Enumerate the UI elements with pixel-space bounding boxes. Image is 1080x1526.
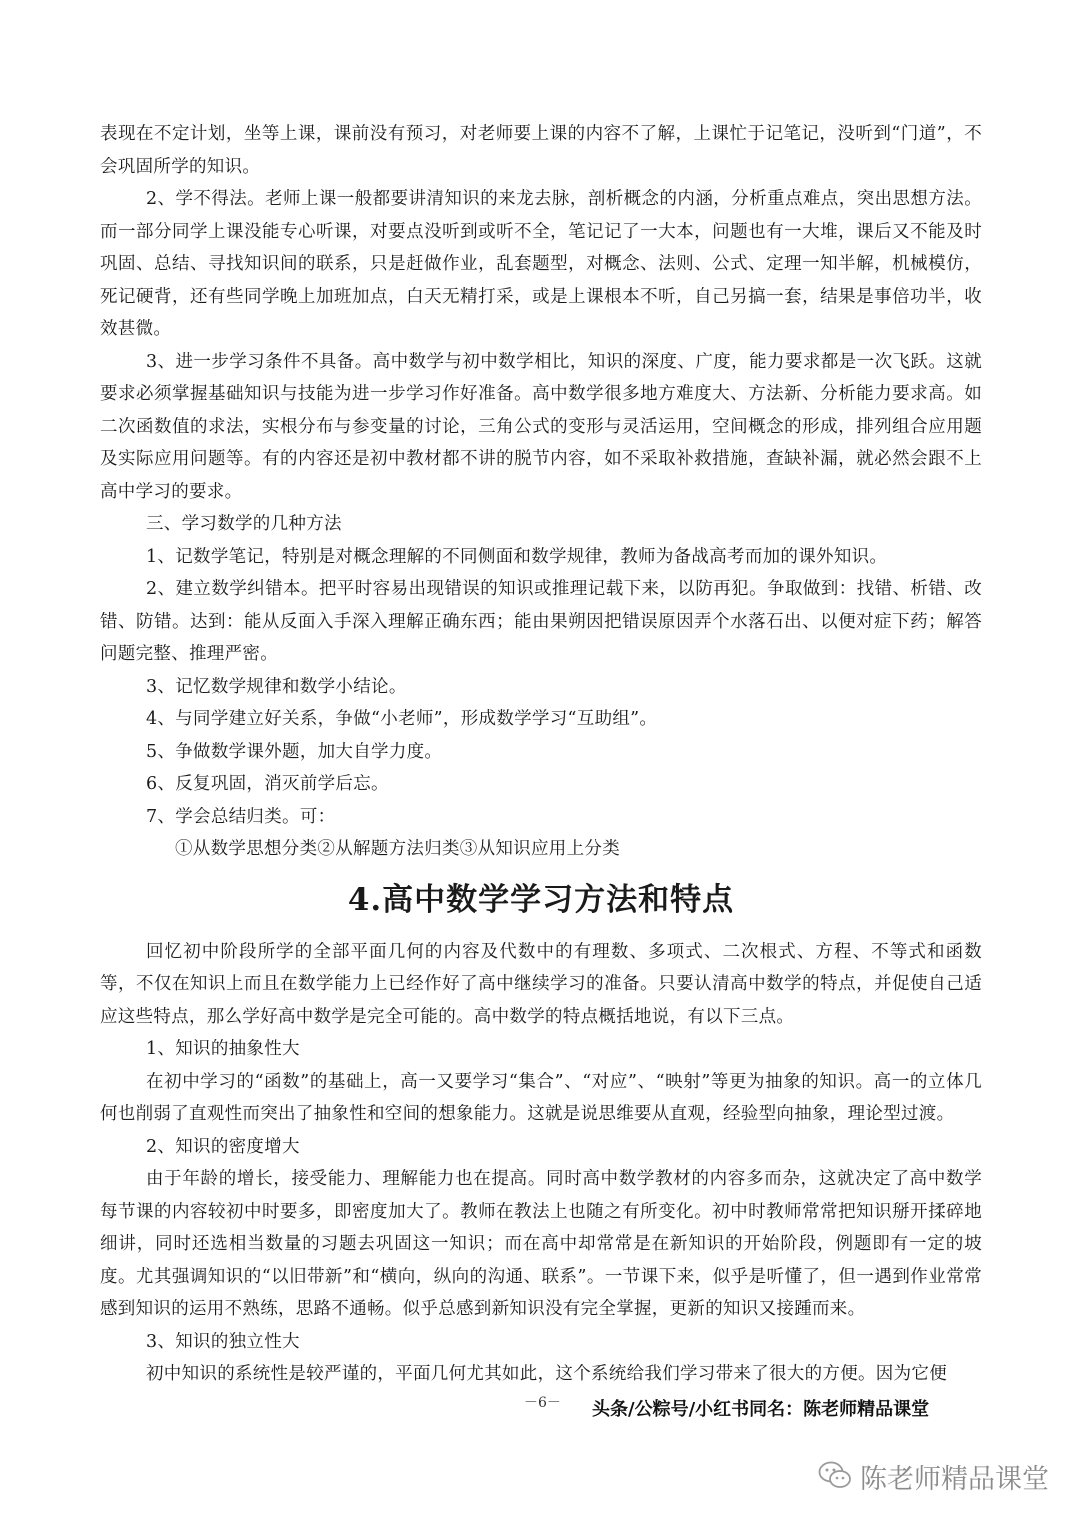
watermark [818,1457,1049,1496]
list-item: 3、知识的独立性大 [146,1331,300,1352]
footer-text: 头条/公粽号/小红书同名：陈老师精品课堂 [592,1399,930,1420]
paragraph: 回忆初中阶段所学的全部平面几何的内容及代数中的有理数、多项式、二次根式、方程、不等式和函数等，不仅在知识上而且在数学能力上已经作好了高中继续学习的准备。只要认清高中数学的特点，并促使自己适应这些特点，那么学好高中数学是完全可能的。高中数学的特点概括地说，有以下三点。 [100,941,982,1027]
page-number: －6－ [524,1395,561,1411]
list-item: 6、反复巩固，消灭前学后忘。 [146,774,389,794]
section-heading: 4.高中数学学习方法和特点 [347,881,735,918]
paragraph: 2、学不得法。老师上课一般都要讲清知识的来龙去脉，剖析概念的内涵，分析重点难点，突出思想方法。而一部分同学上课没能专心听课，对要点没听到或听不全，笔记记了一大本，问题也有一大堆，课后又不能及时巩固、总结、寻找知识间的联系，只是赶做作业，乱套题型，对概念、法则、公式、定理一知半解，机械模仿，死记硬背，还有些同学晚上加班加点，白天无精打采，或是上课根本不听，自己另搞一套，结果是事倍功半，收效甚微。 [100,189,982,339]
sub-list: ①从数学思想分类②从解题方法归类③从知识应用上分类 [175,839,620,859]
list-item: 1、知识的抽象性大 [146,1039,300,1059]
section-subheading: 三、学习数学的几种方法 [146,514,342,534]
document-body [100,118,982,1391]
list-item: 2、建立数学纠错本。把平时容易出现错误的知识或推理记载下来，以防再犯。争取做到：找错、析错、改错、防错。达到：能从反面入手深入理解正确东西；能由果朔因把错误原因弄个水落石出、以便对症下药；解答问题完整、推理严密。 [100,579,982,664]
list-item: 1、记数学笔记，特别是对概念理解的不同侧面和数学规律，教师为备战高考而加的课外知识。 [146,546,888,567]
wechat-icon [818,1460,852,1494]
list-item: 5、争做数学课外题，加大自学力度。 [146,741,443,762]
paragraph: 由于年龄的增长，接受能力、理解能力也在提高。同时高中数学教材的内容多而杂，这就决定了高中数学每节课的内容较初中时要多，即密度加大了。教师在教法上也随之有所变化。初中时教师常常把知识掰开揉碎地细讲，同时还选相当数量的习题去巩固这一知识；而在高中却常常是在新知识的开始阶段，例题即有一定的坡度。尤其强调知识的“以旧带新”和“横向，纵向的沟通、联系”。一节课下来，似乎是听懂了，但一遇到作业常常感到知识的运用不熟练，思路不通畅。似乎总感到新知识没有完全掌握，更新的知识又接踵而来。 [100,1169,982,1319]
watermark-text: 陈老师精品课堂 [860,1464,1049,1495]
list-item: 3、记忆数学规律和数学小结论。 [146,676,407,697]
paragraph: 在初中学习的“函数”的基础上，高一又要学习“集合”、“对应”、“映射”等更为抽象的知识。高一的立体几何也削弱了直观性而突出了抽象性和空间的想象能力。这就是说思维要从直观，经验型向抽象，理论型过渡。 [100,1071,982,1124]
paragraph: 表现在不定计划，坐等上课，课前没有预习，对老师要上课的内容不了解，上课忙于记笔记，没听到“门道”，不会巩固所学的知识。 [100,124,982,177]
paragraph: 初中知识的系统性是较严谨的，平面几何尤其如此，这个系统给我们学习带来了很大的方便。因为它便 [146,1364,947,1384]
list-item: 7、学会总结归类。可： [146,806,336,827]
list-item: 4、与同学建立好关系，争做“小老师”，形成数学学习“互助组”。 [146,709,658,729]
paragraph: 3、进一步学习条件不具备。高中数学与初中数学相比，知识的深度、广度，能力要求都是一次飞跃。这就要求必须掌握基础知识与技能为进一步学习作好准备。高中数学很多地方难度大、方法新、分析能力要求高。如二次函数值的求法，实根分布与参变量的讨论，三角公式的变形与灵活运用，空间概念的形成，排列组合应用题及实际应用问题等。有的内容还是初中教材都不讲的脱节内容，如不采取补救措施，查缺补漏，就必然会跟不上高中学习的要求。 [100,351,982,502]
list-item: 2、知识的密度增大 [146,1136,300,1157]
